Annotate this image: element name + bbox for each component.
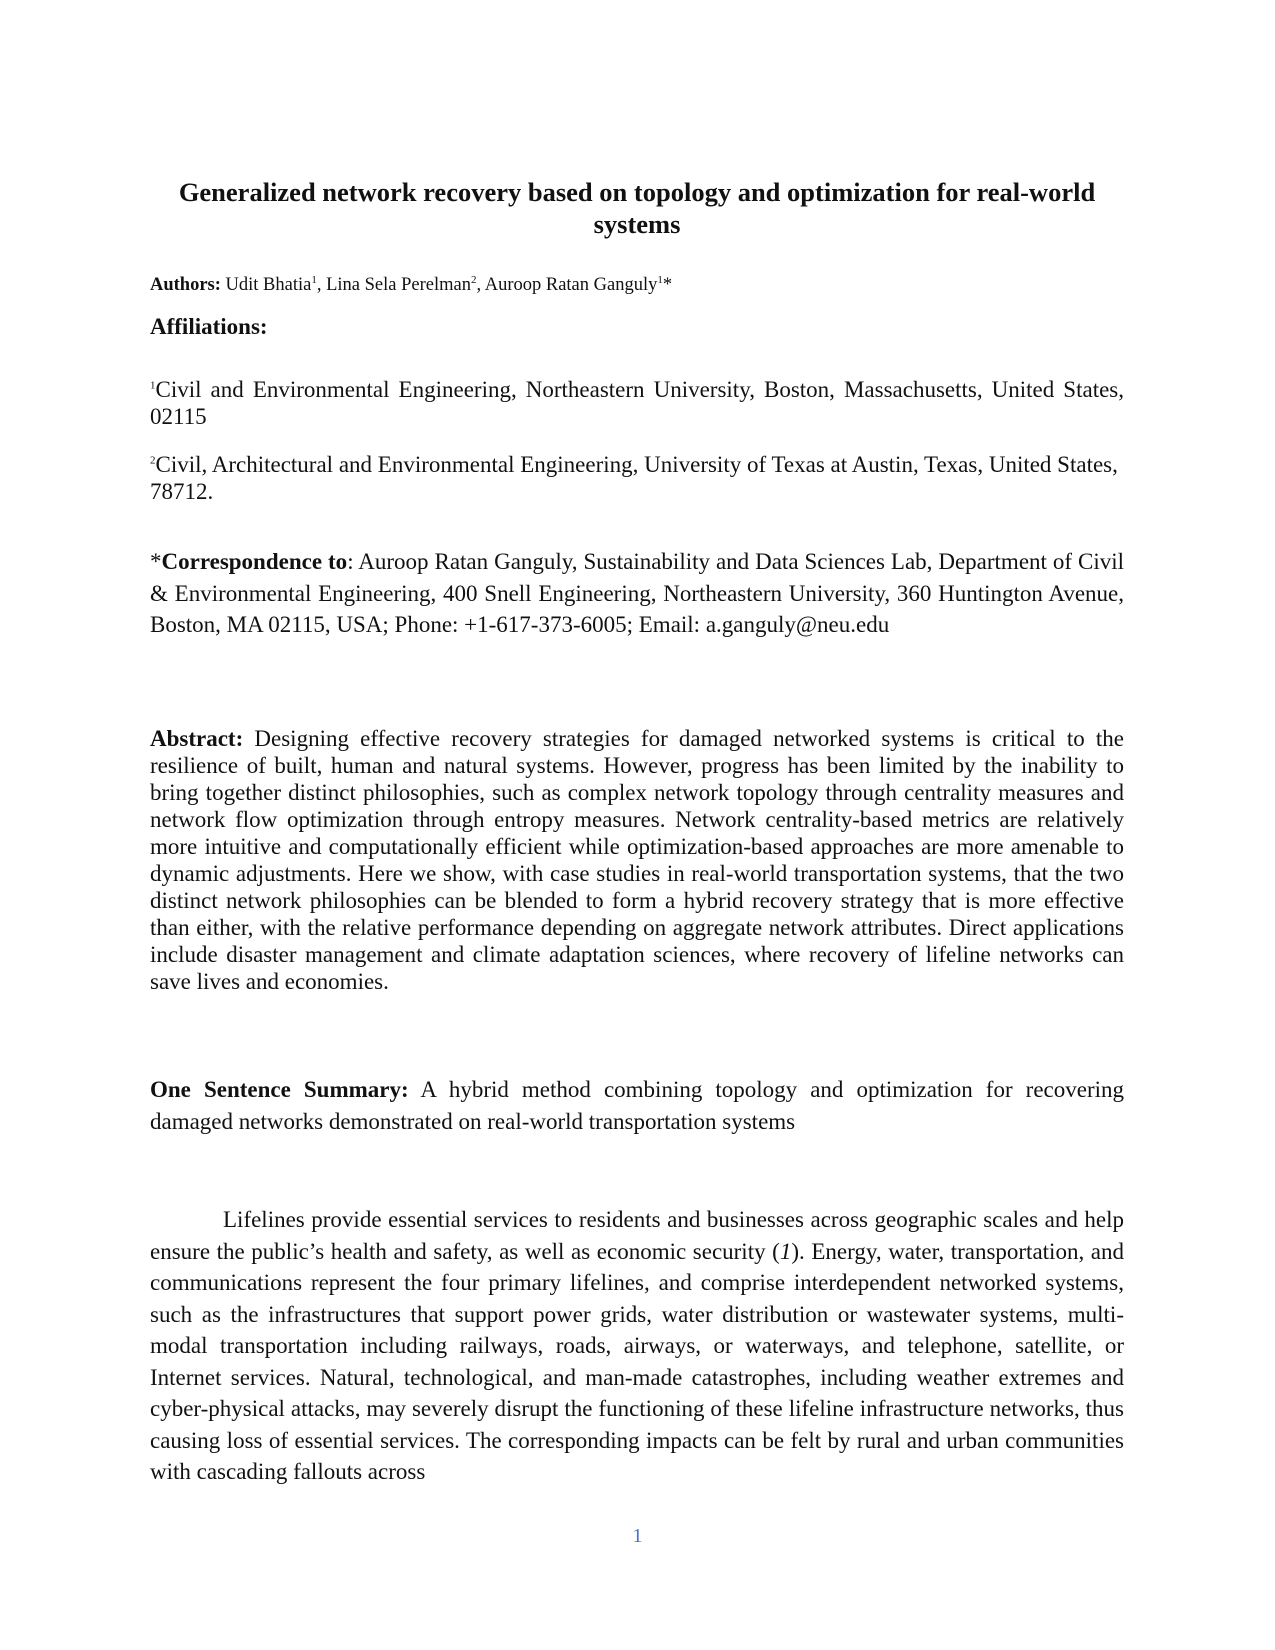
author-separator: , [476, 275, 485, 295]
correspondence-label: Correspondence to [161, 549, 348, 574]
affiliation-text: Civil, Architectural and Environmental Engineering, University of Texas at Austin, Texas, United States, 78712. [150, 452, 1118, 504]
citation-reference: 1 [779, 1238, 792, 1264]
abstract [150, 725, 1124, 995]
one-sentence-summary [150, 1074, 1124, 1137]
corresponding-author-mark: * [662, 275, 673, 295]
author-name: Udit Bhatia [225, 275, 312, 295]
author-name: Lina Sela Perelman [326, 275, 471, 295]
correspondence-text: : Auroop Ratan Ganguly, Sustainability and Data Sciences Lab, Department of Civil & Environmental Engineering, 400 Snell Engineering, Northeastern University, 360 Huntington Avenue, Boston, MA 02115, USA; Phone: +1-617-373-6005; Email: a.ganguly@neu.edu [150, 549, 1124, 637]
body-text: ). Energy, water, transportation, and communications represent the four primary lifelines, and comprise interdependent networked systems, such as the infrastructures that support power grids, water distribution or wastewater systems, multi-modal transportation including railways, roads, airways, or waterways, and telephone, satellite, or Internet services. Natural, technological, and man-made catastrophes, including weather extremes and cyber-physical attacks, may severely disrupt the functioning of these lifeline infrastructure networks, thus causing loss of essential services. The corresponding impacts can be felt by rural and urban communities with cascading fallouts across [150, 1238, 1124, 1484]
affiliation-number: 1 [150, 379, 156, 392]
body-paragraph [150, 1204, 1124, 1488]
page-number: 1 [632, 1525, 643, 1547]
author-line [150, 273, 672, 297]
author-affiliation-mark: 1 [657, 273, 663, 286]
affiliations-heading: Affiliations: [150, 314, 268, 339]
abstract-text: Designing effective recovery strategies for damaged networked systems is critical to the resilience of built, human and natural systems. However, progress has been limited by the inability to bring together distinct philosophies, such as complex network topology through centrality measures and network flow optimization through entropy measures. Network centrality-based metrics are relatively more intuitive and computationally efficient while optimization-based approaches are more amenable to dynamic adjustments. Here we show, with case studies in real-world transportation systems, that the two distinct network philosophies can be blended to form a hybrid recovery strategy that is more effective than either, with the relative performance depending on aggregate network attributes. Direct applications include disaster management and climate adaptation sciences, where recovery of lifeline networks can save lives and economies. [150, 726, 1124, 994]
body-text: Lifelines provide essential services to residents and businesses across geographic scales and help ensure the public’s health and safety, as well as economic security ( [150, 1207, 1124, 1264]
summary-text: A hybrid method combining topology and optimization for recovering damaged networks demonstrated on real-world transportation systems [150, 1077, 1125, 1134]
correspondence [150, 546, 1124, 641]
author-separator: , [316, 275, 327, 295]
author-affiliation-mark: 1 [311, 273, 317, 286]
author-affiliation-mark: 2 [470, 273, 477, 286]
affiliation-1 [150, 376, 1124, 430]
affiliation-number: 2 [150, 454, 156, 467]
summary-label: One Sentence Summary: [150, 1077, 409, 1102]
abstract-label: Abstract: [150, 726, 244, 751]
affiliation-text: Civil and Environmental Engineering, Northeastern University, Boston, Massachusetts, United States, 02115 [150, 377, 1124, 429]
paper-title: Generalized network recovery based on topology and optimization for real-world systems [178, 177, 1096, 239]
correspondence-star: * [150, 549, 162, 574]
authors-label: Authors: [150, 275, 221, 295]
affiliation-2 [150, 451, 1124, 505]
author-name: Auroop Ratan Ganguly [484, 275, 658, 295]
